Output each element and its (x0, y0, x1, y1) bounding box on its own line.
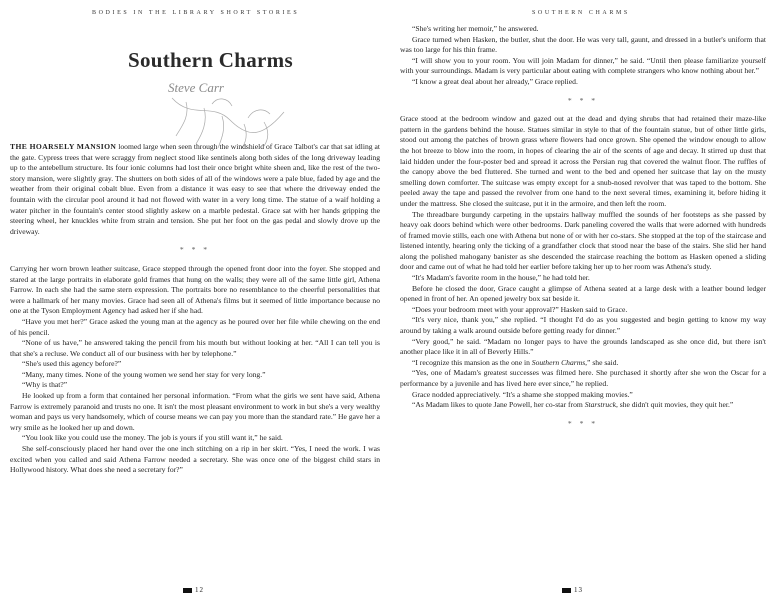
paragraph: “Does your bedroom meet with your approval?” Hasken said to Grace. (412, 304, 628, 314)
section-break: * * * (567, 95, 599, 105)
paragraph-text: ,” she said. (585, 357, 619, 367)
paragraph: He looked up from a form that contained her personal information. “From what the girls we sent have said, Athena Farrow is extremely paranoid and trusts no one. It isn't the most pleasant environment to work in but she's a very wealthy woman and pays us very handsomely, which of course means we can pay you more than the standard rate.” He gave her a wry smile as he looked her up and down. (10, 391, 380, 432)
paragraph: “None of us have,” he answered taking the pencil from his mouth but without looking at her. “All I can tell you is that she's a recluse. We conduct all of our business with her by telephone.” (10, 338, 380, 358)
left-body-text (10, 142, 380, 476)
right-page (392, 0, 784, 600)
paragraph: “She's writing her memoir,” he answered. (412, 24, 539, 33)
author-name: Steve Carr (168, 80, 224, 95)
paragraph: “You look like you could use the money. The job is yours if you still want it,” he said. (22, 433, 283, 443)
story-title: Southern Charms (128, 48, 293, 72)
vine-ornament-icon (152, 90, 302, 150)
paragraph: The threadbare burgundy carpeting in the upstairs hallway muffled the sounds of her footsteps as she passed by heavy oak doors behind which were other bedrooms. Dark paneling covered the walls that were adorned with hundreds of framed movie stills, each one with Athena but none of or with her co-stars. She stopped at the top of the staircase and listened intently, hearing only the ticking of a grandfather clock that stood near the base of the stairs. She slid her hand along the polished mahogany banister as she descended the staircase reaching the bottom as Hasken opened a sliding door and came out of what he had told her earlier before taking her up to her room was Athena's study. (400, 209, 766, 272)
film-title: Southern Charms (531, 357, 586, 367)
paragraph-text: , she didn't quit movies, they quit her.” (615, 400, 734, 410)
paragraph: She self-consciously placed her hand over the one inch stitching on a rip in her skirt. “Yes, I need the work. I was excited when you called and said Athena Farrow needed a secretary. She was once one of the biggest child stars in Hollywood history. What does she need a secretary for?” (10, 444, 380, 475)
paragraph: “She's used this agency before?” (22, 359, 122, 369)
paragraph: Before he closed the door, Grace caught a glimpse of Athena seated at a large desk with a leather bound ledger opened in front of her. An opened jewelry box sat beside it. (400, 283, 766, 304)
paragraph (400, 358, 766, 369)
paragraph (400, 400, 766, 411)
paragraph: “Have you met her?” Grace asked the young man at the agency as he poured over her file while chewing on the end of his pencil. (10, 316, 380, 337)
paragraph-text: “I recognize this mansion as the one in (412, 357, 532, 367)
paragraph: Grace nodded appreciatively. “It's a shame she stopped making movies.” (412, 389, 633, 399)
paragraph: “Many, many times. None of the young women we send her stay for very long.” (22, 369, 266, 379)
paragraph: Grace turned when Hasken, the butler, shut the door. He was very tall, gaunt, and dressed in a butler's uniform that was too large for his thin frame. (400, 34, 766, 55)
paragraph: “Very good,” he said. “Madam no longer pays to have the grounds landscaped as she once did, but there isn't another place like it in all of Beverly Hills.” (400, 336, 766, 357)
paragraph: “It's very nice, thank you,” she replied. “I thought I'd do as you suggested and begin getting to know my way around by taking a walk around outside before getting ready for dinner.” (400, 315, 766, 336)
paragraph: “I will show you to your room. You will join Madam for dinner,” he said. “Until then please familiarize yourself with your surroundings. Madam is very particular about eating with complete strangers who know nothing about her.” (400, 55, 766, 76)
paragraph: “Yes, one of Madam's greatest successes was filmed here. She purchased it shortly after she won the Oscar for a performance by a juvenile and has lived here ever since,” he replied. (400, 368, 766, 388)
paragraph: Grace stood at the bedroom window and gazed out at the dead and dying shrubs that had retained their maze-like pattern in the gardens behind the house. Statues similar in style to that of the fountain statue, but of other little girls, stood out among the patches of brown grass where flowers had once grown. She opened the window enough to allow the hot breeze to blow into the room, in hopes of clearing the air of the scents of age and decay. It stirred up dust that laid hidden under the four-poster bed and spread it across the Persian rug that covered the walnut floor. The ruffles of the canopy above the bed fluttered. She turned and went to the bed and opened her suitcase that lay on the musty smelling down comforter. The suitcase was empty except for a snub-nosed revolver that was taped to the bottom. She peeled away the tape and passed the revolver from one hand to the next several times, examining it, before hiding it under the mattress. She closed the suitcase, put it in the armoire, and then left the room. (400, 114, 766, 208)
page-number-text: 12 (195, 586, 204, 594)
paragraph-text: “As Madam likes to quote Jane Powell, her co-star from (412, 400, 585, 410)
running-head: BODIES IN THE LIBRARY SHORT STORIES (92, 10, 300, 16)
paragraph: “I know a great deal about her already,” Grace replied. (412, 76, 578, 86)
running-head: SOUTHERN CHARMS (532, 10, 630, 16)
paragraph-text: loomed large when seen through the windshield of Grace Talbot's car that sat idling at the gate. Cypress trees that were scraggy from neglect stood like sentinels along both sides of the long driveway leading up to the antebellum structure. Its four ionic columns had lost their once bright white sheen and, like the rest of the two-story mansion, were slightly gray. The shutters on both sides of all of the windows were a pale blue, faded by age and the weather from their original cobalt blue. Even from a distance it was easy to see that where the driveway ended the fountain with the circular pool around it had not flowed with water in a very long time. The statue of a waif holding a water pitcher in the fountain's center stood slightly askew on a marble pedestal. Grace sat with her hands gripping the steering wheel, her knuckles white from strain and tension. She put her foot on the gas pedal and slowly drove up the driveway. (10, 142, 380, 236)
paragraph: Carrying her worn brown leather suitcase, Grace stepped through the opened front door into the foyer. She stopped and stared at the large portraits in elaborate gold frames that hung on the walls; they were all of the same little girl, Athena Farrow. In each she had the same stern expression. The portraits bore no resemblance to the cheerful personalities that were a hallmark of her many movies. Grace had seen all of Athena's films but it seemed of little importance because no one at the Tyson Employment Agency had asked her if she had. (10, 263, 380, 316)
page-number (183, 586, 204, 594)
paragraph (10, 142, 380, 237)
page-number-text: 13 (574, 586, 583, 594)
right-body-text (400, 24, 766, 437)
folio-ornament-icon (183, 588, 192, 593)
opening-smallcaps: THE HOARSELY MANSION (10, 142, 117, 151)
folio-ornament-icon (562, 588, 571, 593)
page-number (562, 586, 583, 594)
film-title: Starstruck (584, 400, 616, 410)
section-break: * * * (179, 245, 211, 255)
paragraph: “It's Madam's favorite room in the house,” he had told her. (412, 273, 590, 283)
section-break: * * * (567, 418, 599, 428)
paragraph: “Why is that?” (22, 380, 68, 390)
